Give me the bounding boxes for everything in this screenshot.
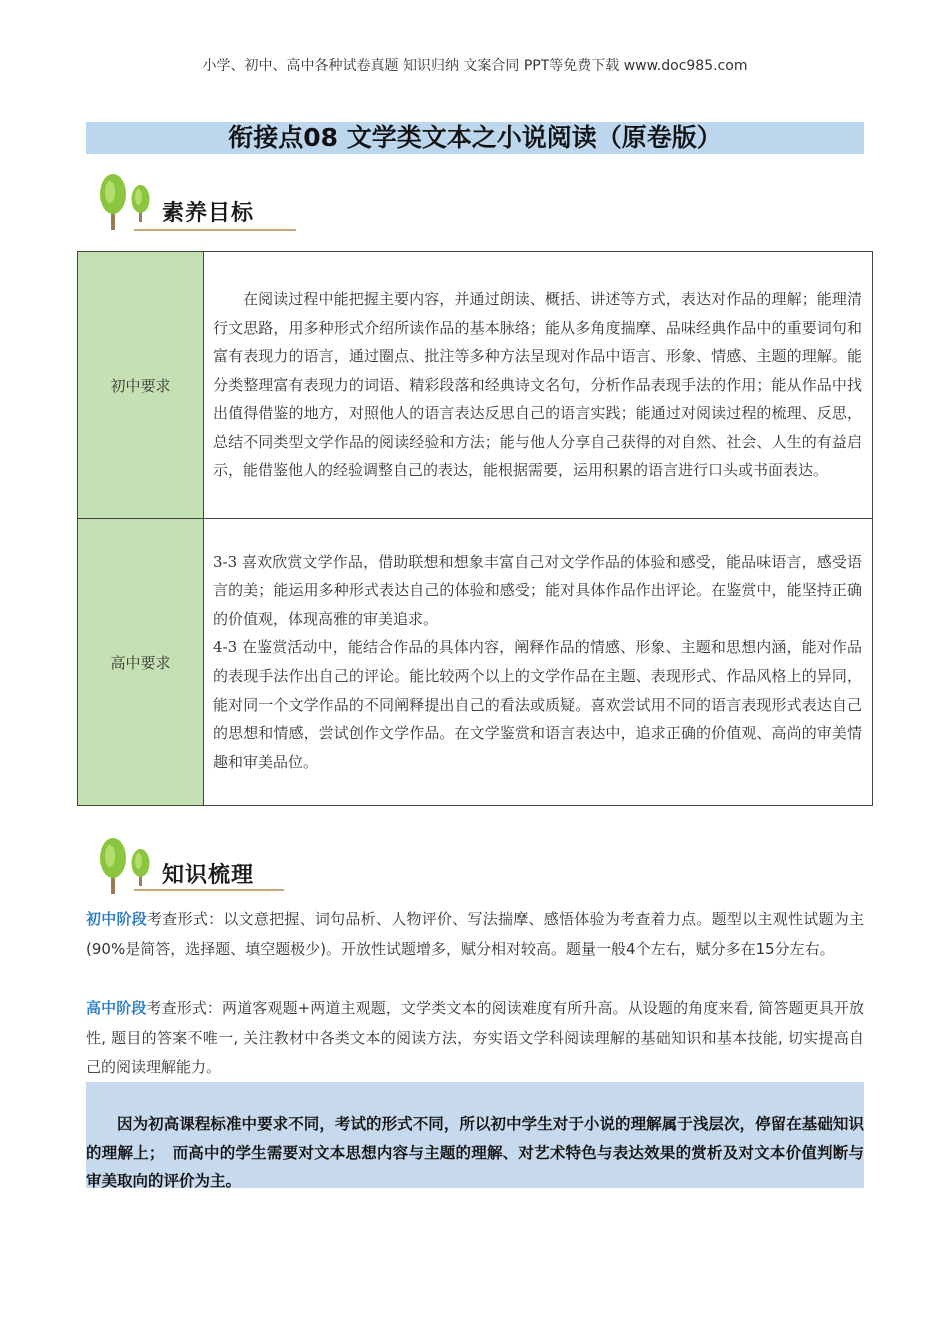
section-title-knowledge: 知识梳理	[162, 863, 255, 888]
requirements-table	[77, 251, 873, 806]
page-header: 小学、初中、高中各种试卷真题 知识归纳 文案合同 PPT等免费下载 www.doc985.com	[202, 58, 748, 74]
senior-requirement-3-3: 3-3 喜欢欣赏文学作品，借助联想和想象丰富自己对文学作品的体验和感受，能品味语言，感受语言的美；能运用多种形式表达自己的体验和感受；能对具体作品作出评论。在鉴赏中，能坚持正确的价值观，体现高雅的审美追求。	[213, 552, 862, 628]
section-header-goals	[96, 172, 306, 236]
knowledge-senior	[86, 994, 864, 1083]
row-content-senior	[204, 519, 873, 806]
junior-exam-text: 考查形式：以文意把握、词句品析、人物评价、写法揣摩、感悟体验为考查着力点。题型以主观性试题为主(90%是简答，选择题、填空题极少)。开放性试题增多，赋分相对较高。题量一般4个左右，赋分多在15分左右。	[86, 910, 864, 958]
table-row	[78, 519, 873, 806]
table-row	[78, 252, 873, 519]
summary-block	[86, 1110, 864, 1196]
tree-icon	[96, 172, 160, 234]
stage-label-senior: 高中阶段	[86, 999, 147, 1017]
summary-text: 因为初高课程标准中要求不同，考试的形式不同，所以初中学生对于小说的理解属于浅层次，停留在基础知识的理解上； 而高中的学生需要对文本思想内容与主题的理解、对艺术特色与表达效果的赏析及对文本价值判断与审美取向的评价为主。	[86, 1115, 864, 1190]
section-header-knowledge	[96, 836, 306, 900]
row-label-junior: 初中要求	[78, 252, 204, 519]
stage-label-junior: 初中阶段	[86, 910, 148, 928]
junior-requirement-text: 在阅读过程中能把握主要内容，并通过朗读、概括、讲述等方式，表达对作品的理解；能理清行文思路，用多种形式介绍所读作品的基本脉络；能从多角度揣摩、品味经典作品中的重要词句和富有表现力的语言，通过圈点、批注等多种方法呈现对作品中语言、形象、情感、主题的理解。能分类整理富有表现力的词语、精彩段落和经典诗文名句，分析作品表现手法的作用；能从作品中找出值得借鉴的地方，对照他人的语言表达反思自己的语言实践；能通过对阅读过程的梳理、反思，总结不同类型文学作品的阅读经验和方法；能与他人分享自己获得的对自然、社会、人生的有益启示，能借鉴他人的经验调整自己的表达，能根据需要，运用积累的语言进行口头或书面表达。	[213, 289, 862, 480]
row-label-senior: 高中要求	[78, 519, 204, 806]
row-content-junior	[204, 252, 873, 519]
senior-requirement-4-3: 4-3 在鉴赏活动中，能结合作品的具体内容，阐释作品的情感、形象、主题和思想内涵，能对作品的表现手法作出自己的评论。能比较两个以上的文学作品在主题、表现形式、作品风格上的异同，能对同一个文学作品的不同阐释提出自己的看法或质疑。喜欢尝试用不同的语言表现形式表达自己的思想和情感，尝试创作文学作品。在文学鉴赏和语言表达中，追求正确的价值观、高尚的审美情趣和审美品位。	[213, 638, 862, 771]
document-title: 衔接点08 文学类文本之小说阅读（原卷版）	[86, 122, 864, 154]
senior-exam-text: 考查形式：两道客观题+两道主观题，文学类文本的阅读难度有所升高。从设题的角度来看, 简答题更具开放性, 题目的答案不唯一, 关注教材中各类文本的阅读方法，夯实语文学科阅读理解的基础知识和基本技能, 切实提高自己的阅读理解能力。	[86, 999, 864, 1076]
knowledge-junior	[86, 905, 864, 964]
section-divider	[134, 229, 296, 231]
section-divider	[134, 889, 284, 891]
section-title-goals: 素养目标	[162, 201, 255, 226]
